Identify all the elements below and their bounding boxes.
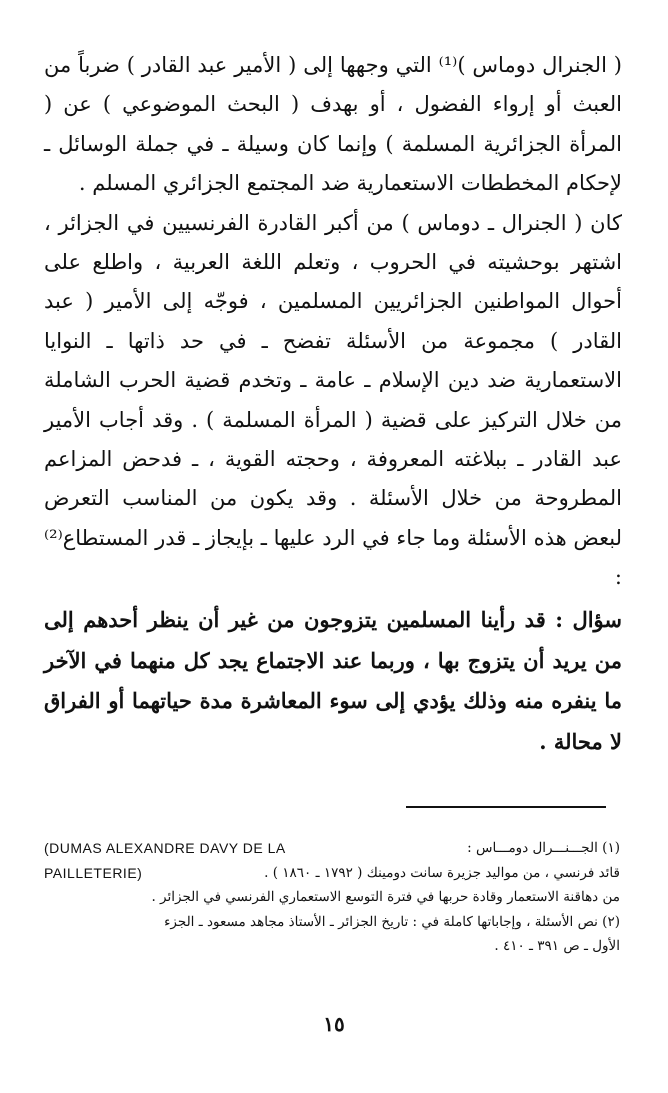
footnote-2-line-2: الأول ـ ص ٣٩١ ـ ٤١٠ . (494, 938, 620, 954)
footnote-2-line-1: (٢) نص الأسئلة ، وإجاباتها كاملة في : تاريخ الجزائر ـ الأستاذ مجاهد مسعود ـ الجزء (164, 913, 620, 930)
footnote-divider (406, 806, 606, 808)
body-paragraph: ( الجنرال دوماس )⁽¹⁾ التي وجهها إلى ( الأمير عبد القادر ) ضرباً من العبث أو إرواء الفضول ، أو بهدف ( البحث الموضوعي ) عن ( المرأة الجزائرية المسلمة ) وإنما كان وسيلة ـ في جملة الوسائل ـ لإحكام المخططات الاستعمارية ضد المجتمع الجزائري المسلم . (44, 53, 622, 196)
footnotes (44, 836, 620, 959)
footnote-1-text: قائد فرنسي ، من مواليد جزيرة سانت دومينك ( ١٧٩٢ ـ ١٨٦٠ ) . (264, 864, 620, 881)
body-paragraph: كان ( الجنرال ـ دوماس ) من أكبر القادرة الفرنسيين في الجزائر ، اشتهر بوحشيته في الحروب ، وتعلم اللغة العربية ، واطلع على أحوال المواطنين الجزائريين المسلمين ، فوجّه إلى الأمير ( عبد القادر ) مجموعة من الأسئلة تفضح ـ في حد ذاتها ـ النوايا الاستعمارية ضد دين الإسلام ـ عامة ـ وتخدم قضية الحرب الشاملة من خلال التركيز على قضية ( المرأة المسلمة ) . وقد أجاب الأمير عبد القادر ـ ببلاغته المعروفة ، وحجته القوية ، ـ فدحض المزاعم المطروحة من خلال الأسئلة . وقد يكون من المناسب التعرض لبعض هذه الأسئلة وما جاء في الرد عليها ـ بإيجاز ـ قدر المستطاع⁽²⁾ : (44, 210, 622, 590)
question-text: سؤال : قد رأينا المسلمين يتزوجون من غير أن ينظر أحدهم إلى من يريد أن يتزوج بها ، وربما عند الاجتماع يجد كل منهما في الآخر ما ينفره منه وذلك يؤدي إلى سوء المعاشرة مدة حياتهما أو الفراق لا محالة . (44, 607, 622, 754)
footnote-1-line-1 (44, 836, 620, 861)
page-number: ١٥ (323, 1012, 345, 1036)
footnote-1-latin-name-cont: PAILLETERIE) (44, 864, 143, 881)
body-text (44, 46, 622, 598)
footnote-1-line-3: من دهاقنة الاستعمار وقادة حربها في فترة التوسع الاستعماري الفرنسي في الجزائر . (151, 889, 620, 905)
footnote-1-latin-name: (DUMAS ALEXANDRE DAVY DE LA (44, 840, 286, 856)
question-block (44, 600, 622, 762)
footnote-1-label: (١) الجـــنـــرال دومـــاس : (467, 840, 620, 856)
footnote-1-line-2 (44, 861, 620, 886)
